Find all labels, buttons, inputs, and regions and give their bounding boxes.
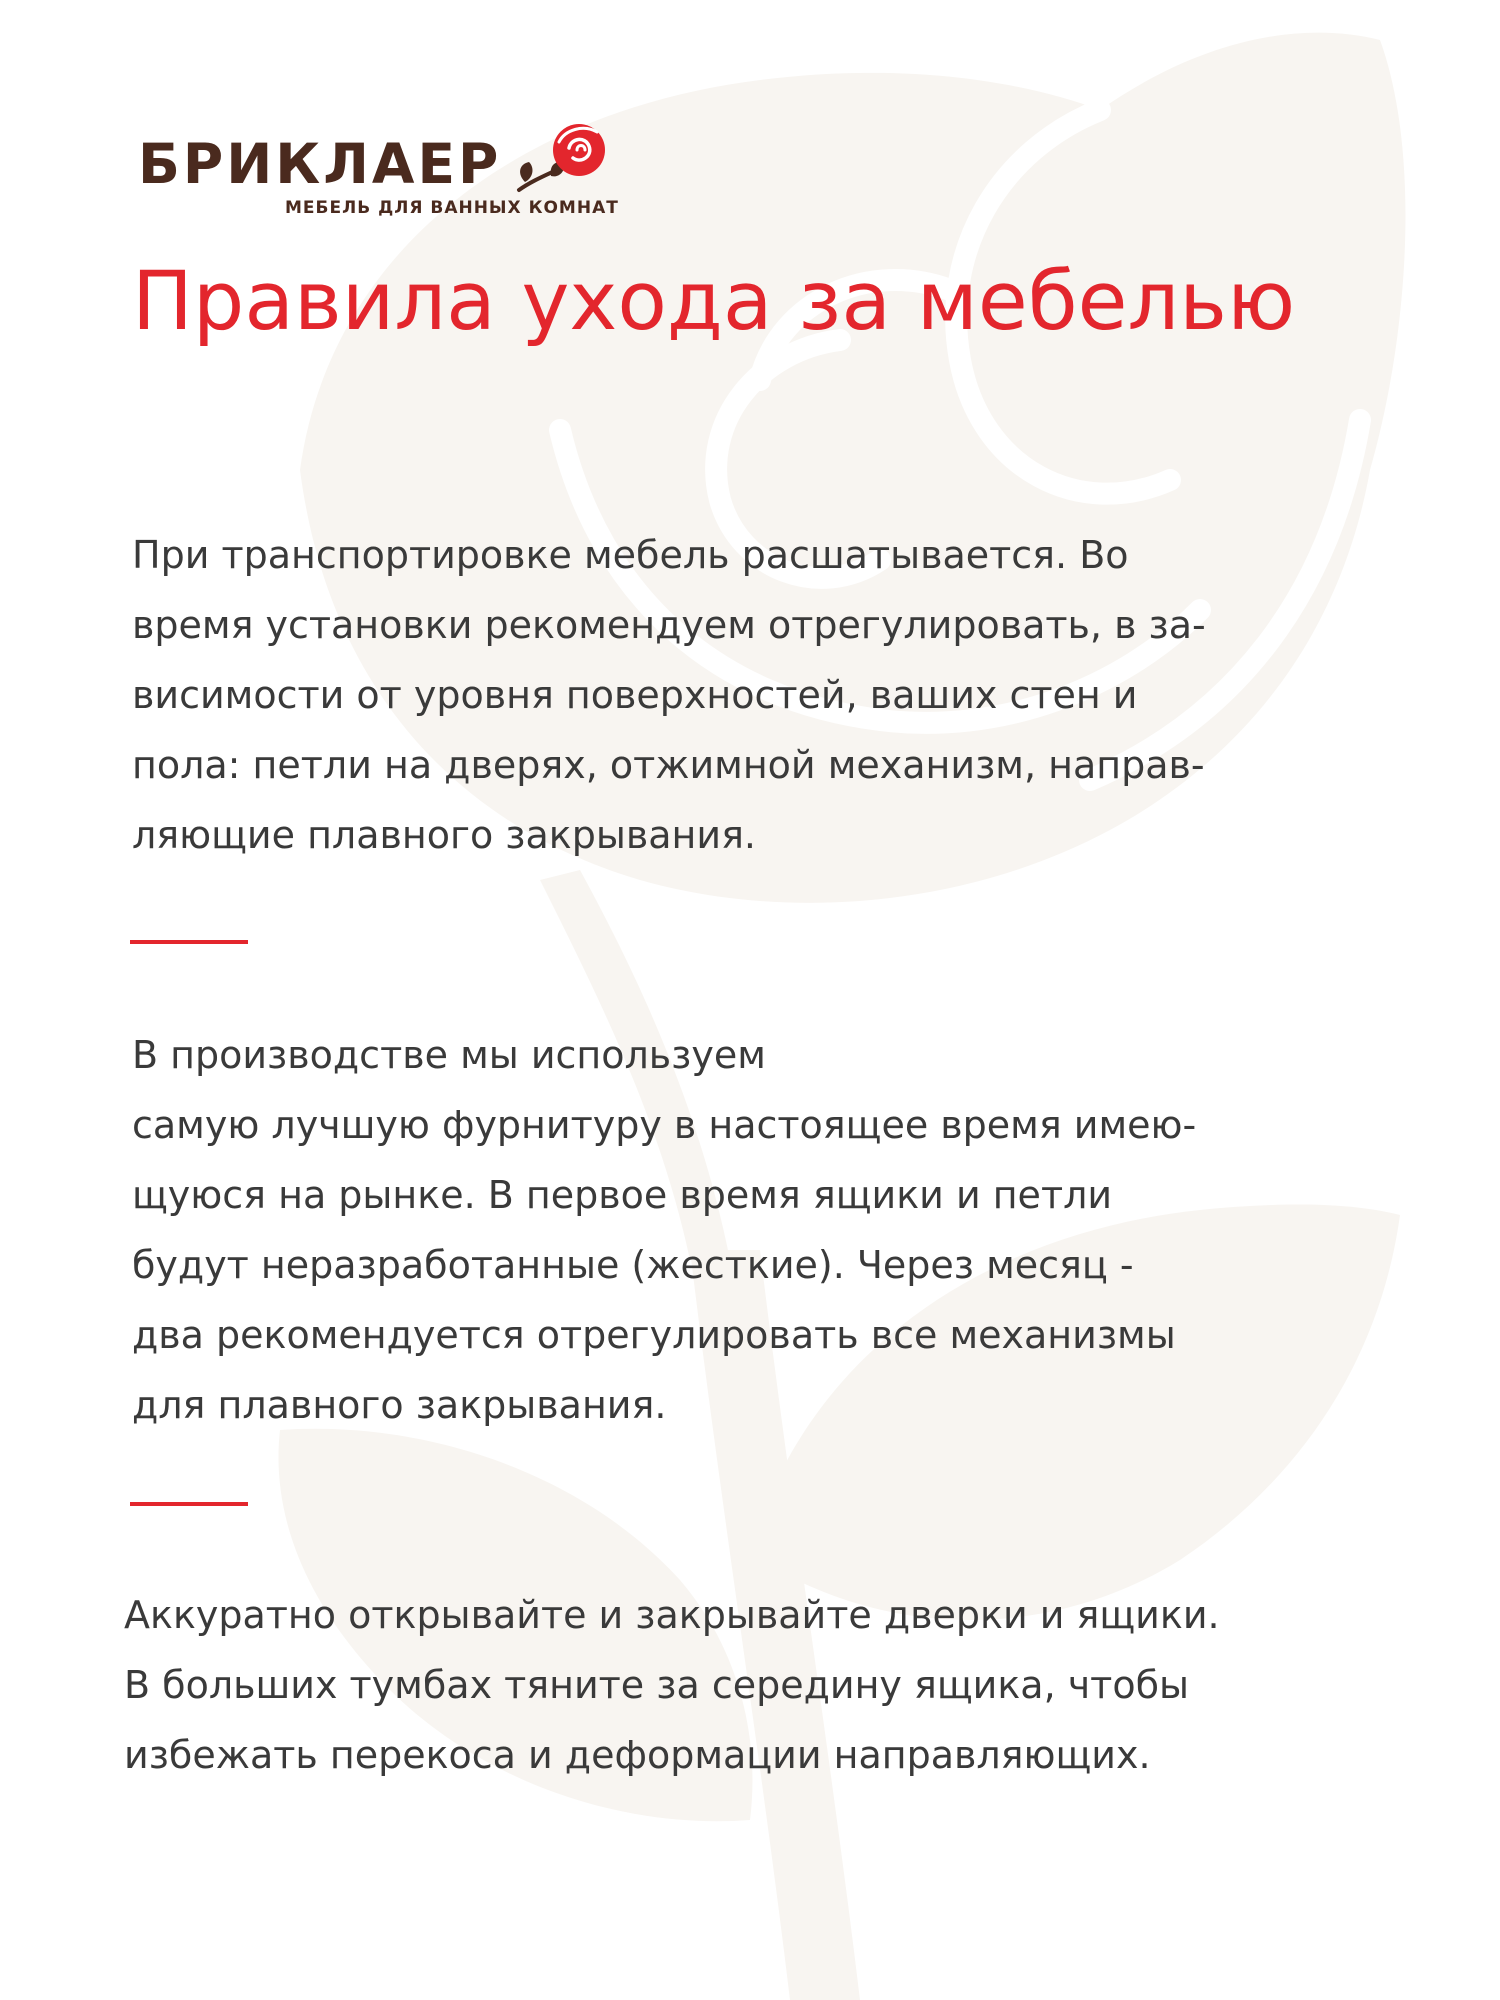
paragraph-line: щуюся на рынке. В первое время ящики и петли (132, 1173, 1113, 1217)
paragraph-line: будут неразработанные (жесткие). Через месяц - (132, 1243, 1134, 1287)
paragraph-line: пола: петли на дверях, отжимной механизм, направ- (132, 743, 1205, 787)
page-title: Правила ухода за мебелью (132, 255, 1296, 349)
brand-name: БРИКЛАЕР (138, 132, 502, 196)
paragraph-line: В производстве мы используем (132, 1033, 766, 1077)
care-paragraph-transport (132, 520, 1206, 870)
section-divider (130, 940, 248, 944)
paragraph-line: избежать перекоса и деформации направляющих. (124, 1733, 1151, 1777)
paragraph-line: Аккуратно открывайте и закрывайте дверки и ящики. (124, 1593, 1220, 1637)
brand-tagline: МЕБЕЛЬ ДЛЯ ВАННЫХ КОМНАТ (285, 198, 619, 218)
care-paragraph-hardware (132, 1020, 1196, 1440)
paragraph-line: время установки рекомендуем отрегулировать, в за- (132, 603, 1206, 647)
paragraph-line: В больших тумбах тяните за середину ящика, чтобы (124, 1663, 1190, 1707)
paragraph-line: самую лучшую фурнитуру в настоящее время имею- (132, 1103, 1197, 1147)
section-divider (130, 1502, 248, 1506)
rose-icon (513, 120, 609, 196)
care-paragraph-doors (124, 1580, 1220, 1790)
brand-logo (138, 120, 618, 230)
paragraph-line: для плавного закрывания. (132, 1383, 667, 1427)
paragraph-line: При транспортировке мебель расшатывается. Во (132, 533, 1129, 577)
paragraph-line: ляющие плавного закрывания. (132, 813, 757, 857)
paragraph-line: два рекомендуется отрегулировать все механизмы (132, 1313, 1176, 1357)
paragraph-line: висимости от уровня поверхностей, ваших стен и (132, 673, 1138, 717)
